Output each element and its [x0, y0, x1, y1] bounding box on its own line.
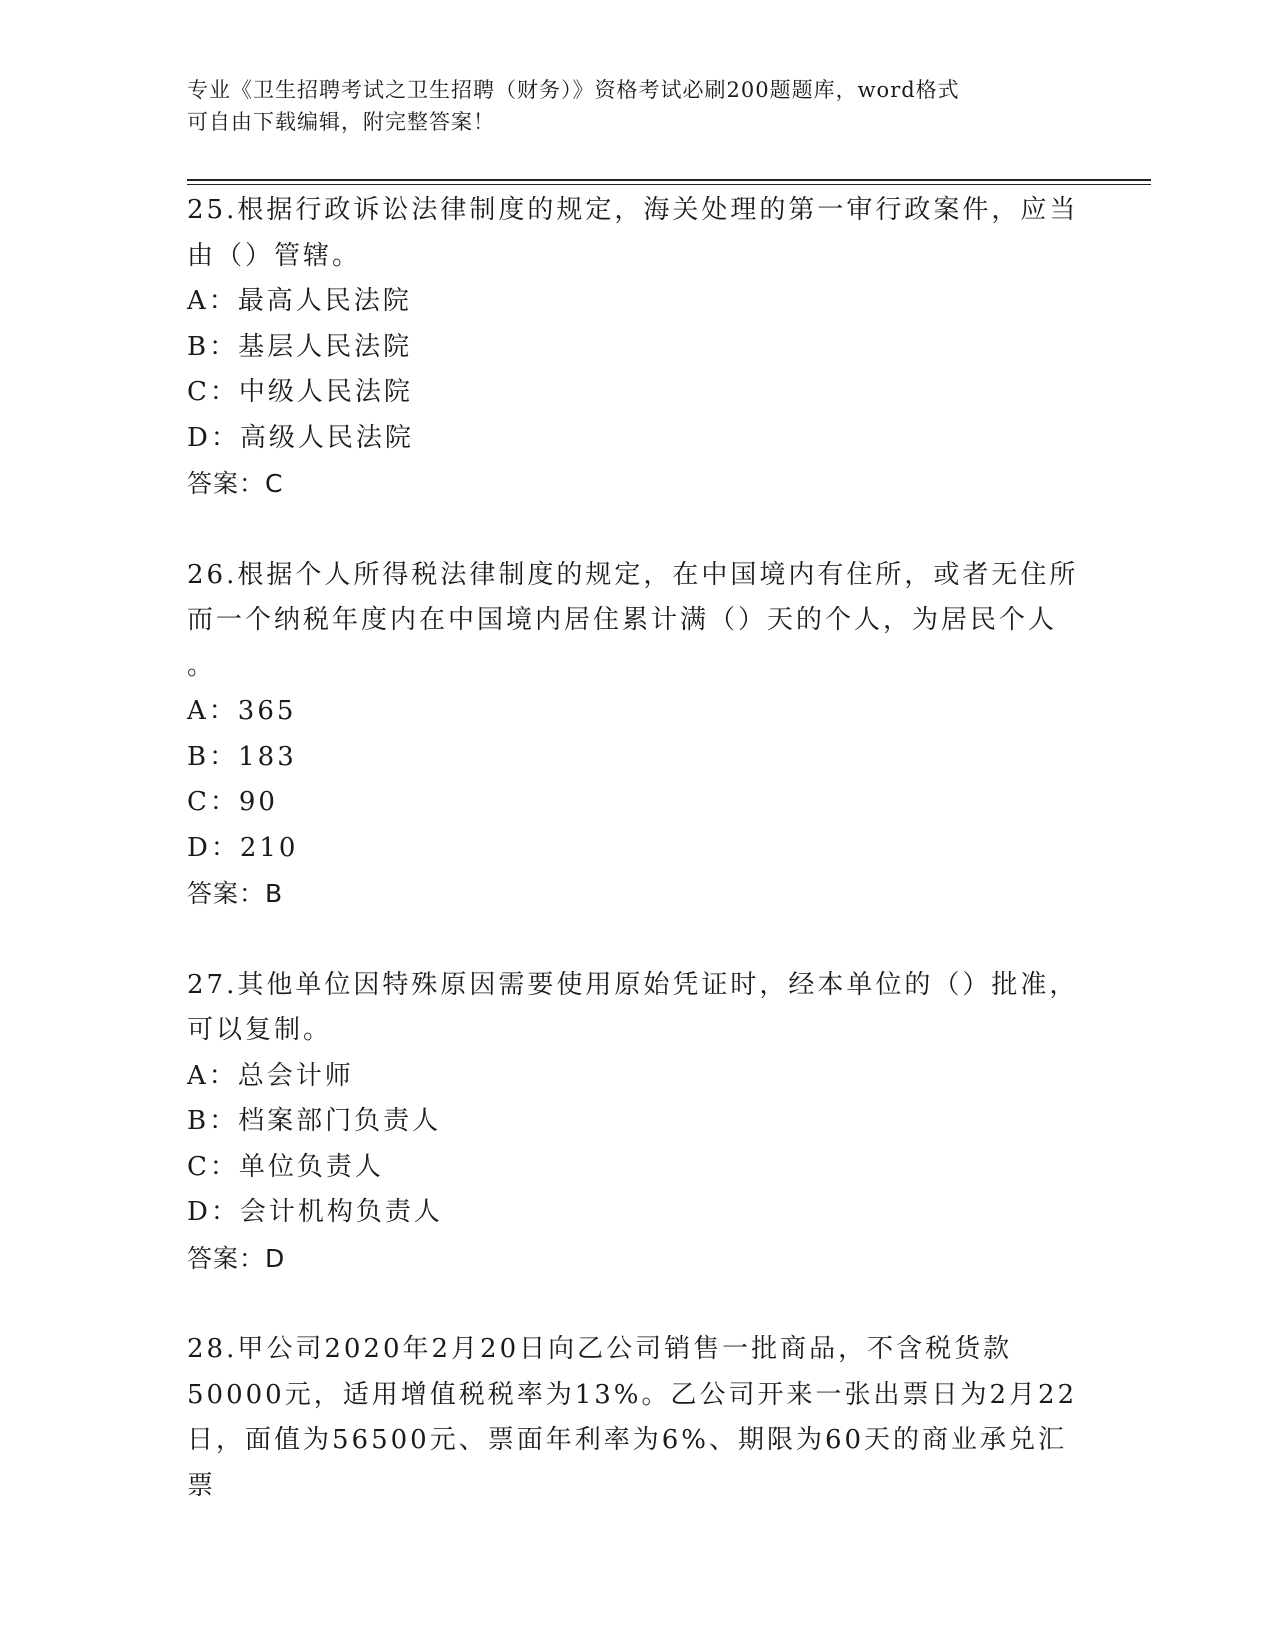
answer: 答案：C	[187, 469, 284, 498]
header-line-1: 专业《卫生招聘考试之卫生招聘（财务）》资格考试必刷200题题库，word格式	[187, 78, 960, 102]
option-d: D：会计机构负责人	[187, 1197, 443, 1227]
question-text-line: 而一个纳税年度内在中国境内居住累计满（）天的个人，为居民个人	[187, 605, 1058, 635]
option-c: C：单位负责人	[187, 1151, 384, 1182]
option-a: A：总会计师	[187, 1060, 354, 1091]
question-25	[187, 188, 1087, 507]
option-b: B：档案部门负责人	[187, 1106, 442, 1136]
answer: 答案：D	[187, 1243, 286, 1273]
header-line-2: 可自由下载编辑，附完整答案！	[187, 110, 495, 134]
question-text-line: 。	[187, 650, 217, 681]
answer: 答案：B	[187, 879, 284, 908]
question-text-line: 可以复制。	[187, 1015, 333, 1045]
option-b: B：183	[187, 741, 297, 772]
option-a: A：最高人民法院	[187, 286, 412, 316]
question-text-line: 日，面值为56500元、票面年利率为6%、期限为60天的商业承兑汇票	[187, 1425, 1068, 1501]
option-c: C：90	[187, 787, 278, 817]
option-d: D：高级人民法院	[187, 422, 414, 453]
option-a: A：365	[187, 696, 297, 726]
header-divider-thick	[187, 179, 1151, 181]
question-text-line: 28.甲公司2020年2月20日向乙公司销售一批商品，不含税货款	[187, 1334, 1013, 1364]
question-27	[187, 963, 1087, 1282]
document-header	[187, 74, 1067, 138]
option-c: C：中级人民法院	[187, 377, 413, 407]
question-text-line: 50000元，适用增值税税率为13%。乙公司开来一张出票日为2月22	[187, 1379, 1078, 1410]
question-text-line: 25.根据行政诉讼法律制度的规定，海关处理的第一审行政案件，应当	[187, 195, 1079, 225]
option-d: D：210	[187, 832, 299, 863]
option-b: B：基层人民法院	[187, 331, 413, 362]
question-text-line: 26.根据个人所得税法律制度的规定，在中国境内有住所，或者无住所	[187, 559, 1079, 590]
question-26	[187, 553, 1087, 917]
question-list	[187, 188, 1087, 1509]
question-text-line: 由（）管辖。	[187, 240, 362, 271]
question-text-line: 27.其他单位因特殊原因需要使用原始凭证时，经本单位的（）批准，	[187, 969, 1079, 1000]
header-divider-thin	[187, 184, 1151, 185]
question-28	[187, 1327, 1087, 1509]
